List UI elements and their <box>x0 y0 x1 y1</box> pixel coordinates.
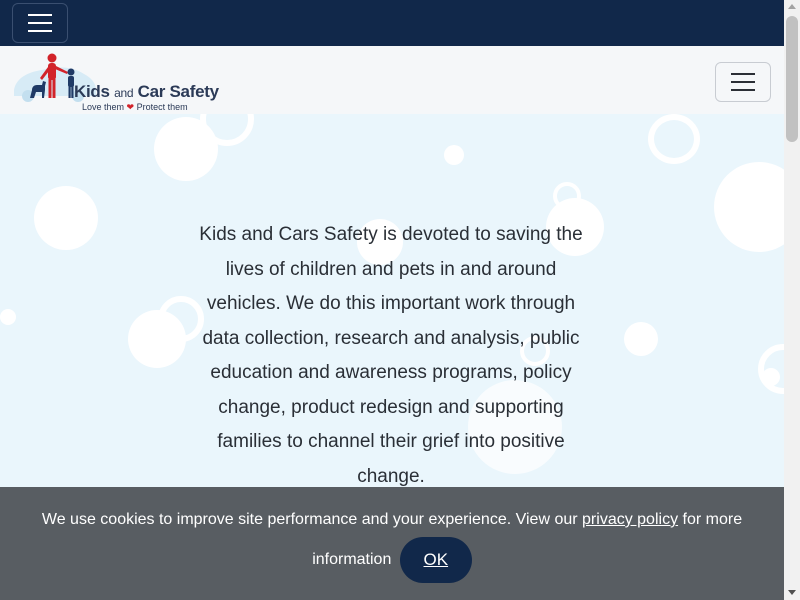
site-header <box>0 46 784 114</box>
heart-icon: ❤ <box>126 102 135 112</box>
cookie-ok-button[interactable]: OK <box>400 537 472 583</box>
decorative-bubble <box>624 322 658 356</box>
main-menu-button[interactable] <box>715 62 771 102</box>
logo-tagline: Love them ❤ Protect them <box>82 102 188 112</box>
decorative-bubble <box>34 186 98 250</box>
cookie-message: We use cookies to improve site performance and your experience. View our privacy policy for more information OK <box>20 503 764 583</box>
top-menu-button[interactable] <box>12 3 68 43</box>
top-nav-bar <box>0 0 784 46</box>
page-scrollbar[interactable] <box>784 0 800 600</box>
logo-wordmark: Kids and Car Safety <box>74 82 219 101</box>
decorative-bubble <box>444 145 464 165</box>
decorative-bubble <box>762 368 780 386</box>
decorative-bubble <box>128 310 186 368</box>
decorative-bubble <box>714 162 784 252</box>
scroll-up-arrow-icon[interactable] <box>788 4 796 9</box>
scrollbar-thumb[interactable] <box>786 16 798 142</box>
mission-statement: Kids and Cars Safety is devoted to saving the lives of children and pets in and around vehicles. We do this important work through data collection, research and analysis, public education and awareness programs, policy change, product redesign and supporting families to channel their grief into positive change. <box>199 224 583 487</box>
decorative-ring <box>648 114 700 164</box>
privacy-policy-link[interactable]: privacy policy <box>582 511 679 528</box>
hamburger-icon <box>731 73 755 75</box>
hamburger-icon <box>28 14 52 16</box>
scroll-down-arrow-icon[interactable] <box>788 590 796 595</box>
decorative-bubble <box>0 309 16 325</box>
cookie-banner <box>0 487 784 600</box>
site-logo[interactable] <box>10 52 220 112</box>
